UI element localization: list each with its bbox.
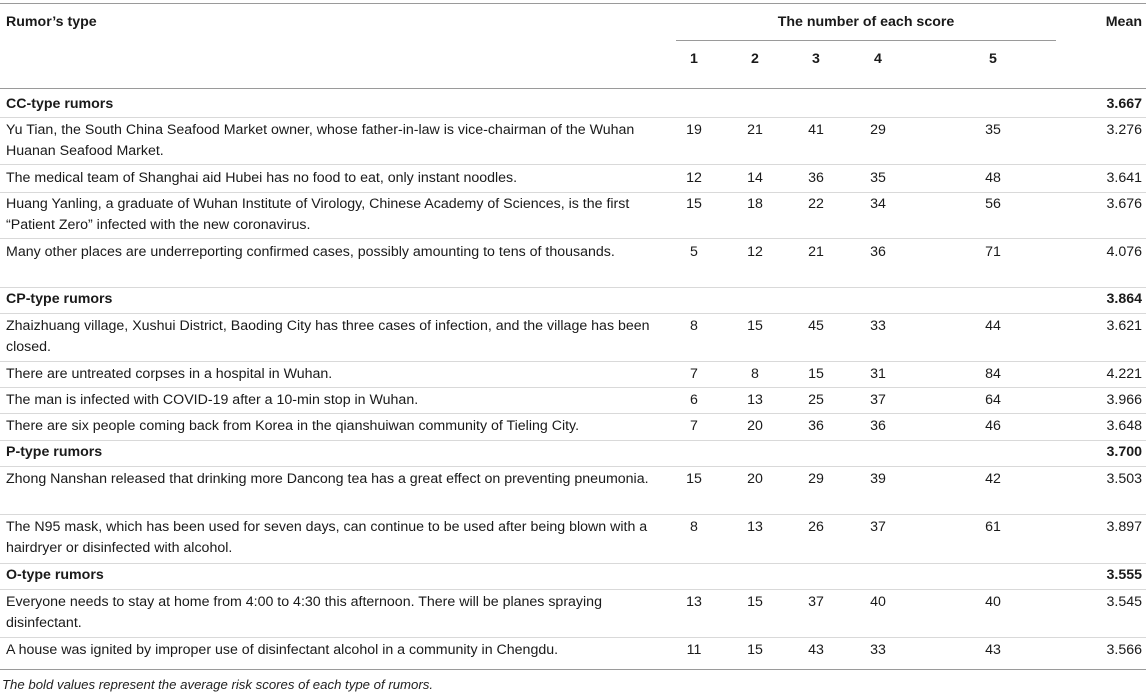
row-separator bbox=[0, 413, 1146, 414]
rumor-text: There are six people coming back from Korea in the qianshuiwan community of Tieling City. bbox=[6, 418, 580, 434]
score-2-count: 8 bbox=[751, 366, 759, 382]
score-3-count: 21 bbox=[808, 244, 824, 260]
row-separator bbox=[0, 514, 1146, 515]
group-title: CC-type rumors bbox=[6, 96, 114, 112]
score-3-count: 37 bbox=[808, 594, 824, 610]
score-4-count: 33 bbox=[870, 318, 886, 334]
table-top-rule bbox=[0, 3, 1146, 4]
group-title: P-type rumors bbox=[6, 444, 103, 460]
rumor-text: A house was ignited by improper use of disinfectant alcohol in a community in Chengdu. bbox=[6, 642, 559, 658]
score-1-count: 6 bbox=[690, 392, 698, 408]
score-3-count: 36 bbox=[808, 418, 824, 434]
row-separator bbox=[0, 361, 1146, 362]
score-2-count: 15 bbox=[747, 318, 763, 334]
row-mean: 3.545 bbox=[1106, 594, 1142, 610]
row-separator bbox=[0, 563, 1146, 564]
score-3-count: 26 bbox=[808, 519, 824, 535]
rumor-text: The N95 mask, which has been used for seven days, can continue to be used after being blown with a hairdryer or disinfected with alcohol. bbox=[6, 519, 648, 556]
score-4-count: 36 bbox=[870, 244, 886, 260]
rumor-text: Yu Tian, the South China Seafood Market owner, whose father-in-law is vice-chairman of the Wuhan Huanan Seafood Market. bbox=[6, 122, 635, 159]
score-2-count: 18 bbox=[747, 196, 763, 212]
col-header-rumor-type: Rumor’s type bbox=[6, 14, 97, 30]
row-mean: 3.566 bbox=[1106, 642, 1142, 658]
score-5-count: 40 bbox=[985, 594, 1001, 610]
score-4-count: 37 bbox=[870, 519, 886, 535]
score-4-count: 33 bbox=[870, 642, 886, 658]
score-5-count: 42 bbox=[985, 471, 1001, 487]
row-separator bbox=[0, 192, 1146, 193]
score-4-count: 34 bbox=[870, 196, 886, 212]
score-4-count: 36 bbox=[870, 418, 886, 434]
score-2-count: 20 bbox=[747, 471, 763, 487]
row-separator bbox=[0, 238, 1146, 239]
row-mean: 4.076 bbox=[1106, 244, 1142, 260]
score-2-count: 12 bbox=[747, 244, 763, 260]
score-1-count: 7 bbox=[690, 366, 698, 382]
score-5-count: 48 bbox=[985, 170, 1001, 186]
col-header-score-counts: The number of each score bbox=[777, 14, 955, 30]
score-3-count: 36 bbox=[808, 170, 824, 186]
row-separator bbox=[0, 637, 1146, 638]
score-1-count: 7 bbox=[690, 418, 698, 434]
score-1-count: 12 bbox=[686, 170, 702, 186]
score-5-count: 44 bbox=[985, 318, 1001, 334]
score-3-count: 41 bbox=[808, 122, 824, 138]
score-3-count: 22 bbox=[808, 196, 824, 212]
col-header-score-1: 1 bbox=[690, 51, 698, 67]
col-header-mean: Mean bbox=[1105, 14, 1142, 30]
row-mean: 3.648 bbox=[1106, 418, 1142, 434]
score-5-count: 84 bbox=[985, 366, 1001, 382]
score-3-count: 45 bbox=[808, 318, 824, 334]
score-5-count: 71 bbox=[985, 244, 1001, 260]
group-mean: 3.700 bbox=[1106, 444, 1142, 460]
score-4-count: 37 bbox=[870, 392, 886, 408]
score-4-count: 35 bbox=[870, 170, 886, 186]
row-separator bbox=[0, 287, 1146, 288]
score-2-count: 15 bbox=[747, 594, 763, 610]
score-5-count: 46 bbox=[985, 418, 1001, 434]
rumor-text: Huang Yanling, a graduate of Wuhan Institute of Virology, Chinese Academy of Sciences, is the first “Patient Zero” infected with the new coronavirus. bbox=[6, 196, 630, 233]
table-footnote: The bold values represent the average risk scores of each type of rumors. bbox=[2, 677, 434, 692]
rumor-text: The medical team of Shanghai aid Hubei has no food to eat, only instant noodles. bbox=[6, 170, 518, 186]
col-header-score-5: 5 bbox=[989, 51, 997, 67]
score-1-count: 8 bbox=[690, 318, 698, 334]
score-4-count: 39 bbox=[870, 471, 886, 487]
row-mean: 3.897 bbox=[1106, 519, 1142, 535]
score-3-count: 29 bbox=[808, 471, 824, 487]
score-5-count: 56 bbox=[985, 196, 1001, 212]
score-2-count: 20 bbox=[747, 418, 763, 434]
score-2-count: 14 bbox=[747, 170, 763, 186]
score-5-count: 43 bbox=[985, 642, 1001, 658]
score-4-count: 31 bbox=[870, 366, 886, 382]
score-1-count: 15 bbox=[686, 196, 702, 212]
score-2-count: 21 bbox=[747, 122, 763, 138]
score-2-count: 13 bbox=[747, 392, 763, 408]
score-4-count: 29 bbox=[870, 122, 886, 138]
score-5-count: 61 bbox=[985, 519, 1001, 535]
score-1-count: 11 bbox=[686, 642, 702, 658]
row-separator bbox=[0, 313, 1146, 314]
score-5-count: 35 bbox=[985, 122, 1001, 138]
header-bottom-rule bbox=[0, 88, 1146, 89]
row-mean: 3.641 bbox=[1106, 170, 1142, 186]
rumor-text: Zhaizhuang village, Xushui District, Baoding City has three cases of infection, and the village has been closed. bbox=[6, 318, 650, 355]
group-mean: 3.864 bbox=[1106, 291, 1142, 307]
score-1-count: 13 bbox=[686, 594, 702, 610]
rumor-text: Many other places are underreporting confirmed cases, possibly amounting to tens of thousands. bbox=[6, 244, 615, 260]
score-3-count: 25 bbox=[808, 392, 824, 408]
score-1-count: 19 bbox=[686, 122, 702, 138]
row-separator bbox=[0, 466, 1146, 467]
row-separator bbox=[0, 164, 1146, 165]
score-2-count: 13 bbox=[747, 519, 763, 535]
group-title: O-type rumors bbox=[6, 567, 104, 583]
score-1-count: 5 bbox=[690, 244, 698, 260]
rumor-text: There are untreated corpses in a hospital in Wuhan. bbox=[6, 366, 333, 382]
row-separator bbox=[0, 117, 1146, 118]
score-3-count: 43 bbox=[808, 642, 824, 658]
col-header-score-3: 3 bbox=[812, 51, 820, 67]
score-1-count: 8 bbox=[690, 519, 698, 535]
row-separator bbox=[0, 440, 1146, 441]
table-bottom-rule bbox=[0, 669, 1146, 670]
col-header-score-4: 4 bbox=[874, 51, 882, 67]
row-mean: 3.966 bbox=[1106, 392, 1142, 408]
row-mean: 3.676 bbox=[1106, 196, 1142, 212]
group-mean: 3.667 bbox=[1106, 96, 1142, 112]
score-5-count: 64 bbox=[985, 392, 1001, 408]
row-mean: 3.621 bbox=[1106, 318, 1142, 334]
group-title: CP-type rumors bbox=[6, 291, 113, 307]
row-separator bbox=[0, 589, 1146, 590]
col-header-score-2: 2 bbox=[751, 51, 759, 67]
rumor-text: Everyone needs to stay at home from 4:00 to 4:30 this afternoon. There will be planes spraying disinfectant. bbox=[6, 594, 602, 631]
score-header-rule bbox=[676, 40, 1056, 41]
row-separator bbox=[0, 387, 1146, 388]
row-mean: 4.221 bbox=[1106, 366, 1142, 382]
group-mean: 3.555 bbox=[1106, 567, 1142, 583]
row-mean: 3.276 bbox=[1106, 122, 1142, 138]
rumor-text: The man is infected with COVID-19 after a 10-min stop in Wuhan. bbox=[6, 392, 419, 408]
score-3-count: 15 bbox=[808, 366, 824, 382]
rumor-text: Zhong Nanshan released that drinking more Dancong tea has a great effect on preventing pneumonia. bbox=[6, 471, 649, 487]
row-mean: 3.503 bbox=[1106, 471, 1142, 487]
score-1-count: 15 bbox=[686, 471, 702, 487]
score-2-count: 15 bbox=[747, 642, 763, 658]
score-4-count: 40 bbox=[870, 594, 886, 610]
